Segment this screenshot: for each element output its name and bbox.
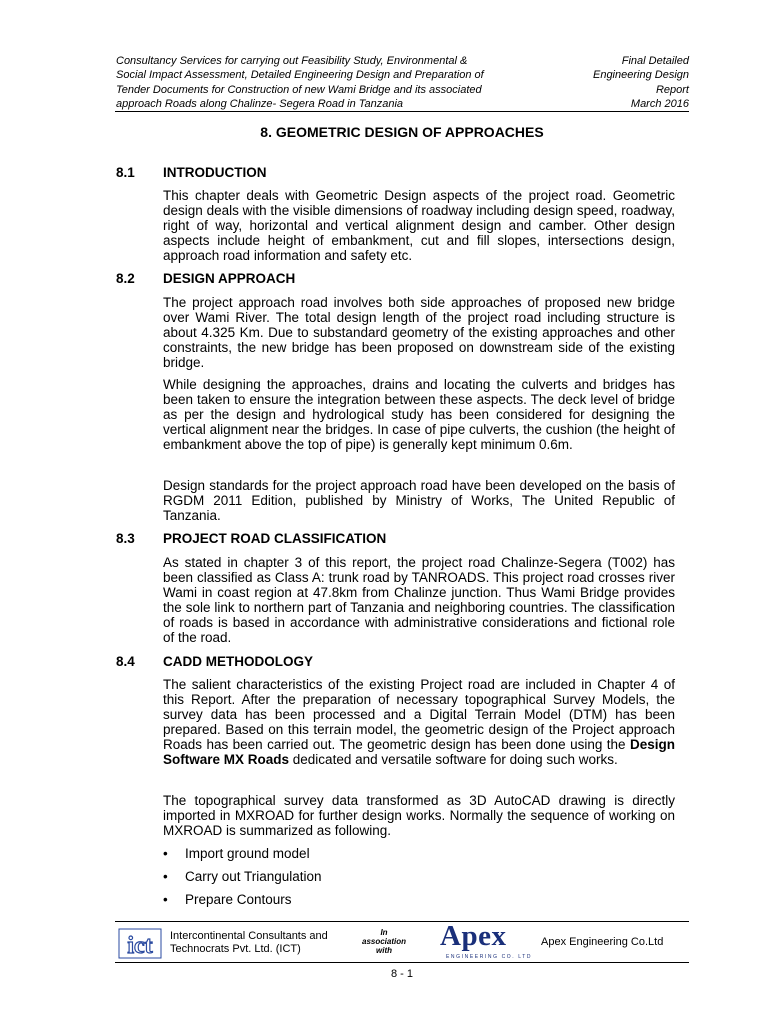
footer-divider [115, 962, 689, 963]
software-name: Design Software MX Roads [163, 737, 675, 768]
footer-assoc-line: with [376, 946, 392, 955]
paragraph: As stated in chapter 3 of this report, the project road Chalinze-Segera (T002) has been classified as Class A: trunk road by TANROADS. This project road crosses river Wami in coast region at 47.8km from Chalinze junction. Thus Wami Bridge provides the sole link to northern part of Tanzania and neighboring countries. The classification of roads is based in accordance with administrative considerations and fictional role of the road. [163, 555, 675, 646]
paragraph: This chapter deals with Geometric Design aspects of the project road. Geometric design deals with the visible dimensions of roadway including design speed, roadway, right of way, horizontal and vertical alignment design and camber. Other design aspects include height of embankment, cut and fill slopes, intersections design, approach road information and safety etc. [163, 188, 675, 264]
page-number: 8 - 1 [390, 968, 413, 980]
footer-ict-line: Technocrats Pvt. Ltd. (ICT) [170, 943, 301, 955]
list-item: • Import ground model [163, 846, 310, 861]
header-right-line: Final Detailed [621, 55, 689, 67]
list-item-text: Prepare Contours [185, 892, 292, 907]
list-item: • Carry out Triangulation [163, 869, 322, 884]
footer-apex-name: Apex Engineering Co.Ltd [541, 936, 664, 948]
list-item-text: Import ground model [185, 846, 310, 861]
section-number: 8.2 [116, 271, 135, 286]
section-title-cadd-methodology: CADD METHODOLOGY [163, 654, 313, 669]
section-title-design-approach: DESIGN APPROACH [163, 271, 296, 286]
header-left-line: Social Impact Assessment, Detailed Engineering Design and Preparation of [116, 69, 484, 82]
ict-logo [118, 926, 162, 960]
chapter-title: 8. GEOMETRIC DESIGN OF APPROACHES [260, 124, 544, 140]
header-left-line: Tender Documents for Construction of new Wami Bridge and its associated [116, 83, 482, 96]
list-item-text: Carry out Triangulation [185, 869, 322, 884]
footer-divider [115, 921, 689, 922]
header-right-line: Engineering Design [592, 69, 689, 82]
paragraph: The topographical survey data transformed as 3D AutoCAD drawing is directly imported in MXROAD for further design works. Normally the sequence of working on MXROAD is summarized as following. [163, 793, 675, 839]
paragraph: Design standards for the project approach road have been developed on the basis of RGDM 2011 Edition, published by Ministry of Works, The United Republic of Tanzania. [163, 478, 675, 524]
header-right-line: Report [655, 83, 689, 96]
header-right-line: March 2016 [630, 98, 689, 111]
paragraph-text: dedicated and versatile software for doing such works. [289, 752, 618, 768]
header-left-line: approach Roads along Chalinze- Segera Road in Tanzania [116, 98, 404, 111]
footer-ict-line: Intercontinental Consultants and [170, 930, 328, 942]
section-number: 8.3 [116, 531, 135, 546]
header-divider [115, 111, 689, 112]
section-number: 8.1 [116, 165, 135, 180]
header-project-title [116, 54, 536, 112]
footer-assoc-line: In [380, 928, 388, 937]
paragraph-text: The salient characteristics of the existing Project road are included in Chapter 4 of this Report. After the preparation of necessary topographical Survey Models, the survey data has been processed and a Digital Terrain Model (DTM) has been prepared. Based on this terrain model, the geometric design of the Project approach Roads has been carried out. The geometric design has been done using the [163, 677, 675, 753]
section-number: 8.4 [116, 654, 135, 669]
apex-logo: Apex [440, 920, 507, 952]
ict-logo-text: ict [127, 933, 153, 959]
paragraph: While designing the approaches, drains and locating the culverts and bridges has been taken to ensure the integration between these aspects. The deck level of bridge as per the design and hydrological study has been considered for designing the vertical alignment near the bridges. In case of pipe culverts, the cushion (the height of embankment above the top of pipe) is generally kept minimum 0.6m. [163, 377, 675, 453]
section-title-road-classification: PROJECT ROAD CLASSIFICATION [163, 531, 387, 546]
footer-ict-name [170, 930, 350, 956]
footer-association [362, 928, 406, 955]
footer-assoc-line: association [362, 937, 407, 946]
header-report-info [529, 54, 689, 112]
header-left-line: Consultancy Services for carrying out Feasibility Study, Environmental & [116, 55, 468, 67]
paragraph [163, 677, 675, 768]
paragraph: The project approach road involves both side approaches of proposed new bridge over Wami River. The total design length of the project road including structure is about 4.325 Km. Due to substandard geometry of the existing approaches and other constraints, the new bridge has been proposed on downstream side of the existing bridge. [163, 295, 675, 371]
apex-logo-subtitle: ENGINEERING CO. LTD [446, 954, 533, 960]
section-title-introduction: INTRODUCTION [163, 165, 267, 180]
list-item: • Prepare Contours [163, 892, 292, 907]
